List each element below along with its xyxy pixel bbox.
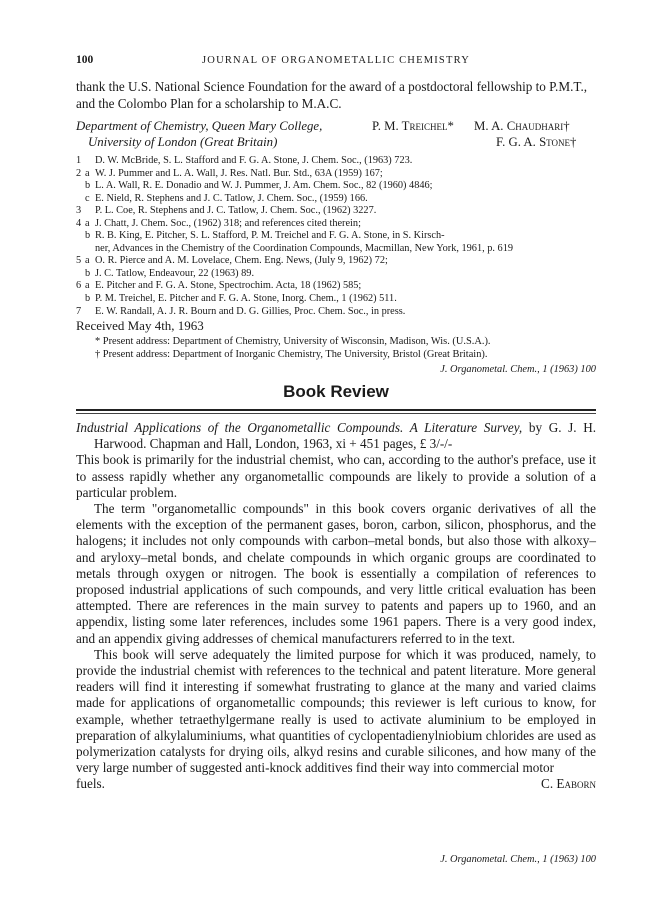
reference-item: 7 E. W. Randall, A. J. R. Bourn and D. G. Gillies, Proc. Chem. Soc., in press. bbox=[76, 305, 406, 317]
review-paragraph: This book is primarily for the industrial chemist, who can, according to the author's preface, use it to assess rapidly whether any organometallic compounds are likely to provide a solution of a particular problem. bbox=[76, 452, 596, 500]
section-rule bbox=[76, 409, 596, 411]
review-paragraph: This book will serve adequately the limited purpose for which it was produced, namely, to provide the industrial chemist with references to the technical and patent literature. More general readers will find it interesting if somewhat frustrating to glance at the many and varied claims made for applications of organometallic compounds; this reviewer is left curious to know, for example, whether tetraethylgermane really is used to activate aluminium to be employed in preparation of alkylaluminiums, what quantities of cyclopentadienylniobium chlorides are used as polymerization catalysts for drying oils, alkyd resins and curable silicones, and how many of the very large number of suggested anti-knock additives find their way into commercial motor bbox=[76, 646, 596, 776]
reference-item-continuation: ner, Advances in the Chemistry of the Coordination Compounds, Macmillan, New York, 1961, p. 619 bbox=[95, 242, 513, 254]
book-title: Industrial Applications of the Organometallic Compounds. A Literature Survey, bbox=[76, 420, 523, 435]
page-number: 100 bbox=[76, 54, 94, 66]
journal-citation-footer: J. Organometal. Chem., 1 (1963) 100 bbox=[440, 854, 596, 865]
reviewer-signature: C. Eaborn bbox=[541, 776, 596, 792]
book-review-body bbox=[76, 420, 596, 792]
department-line-2: University of London (Great Britain) bbox=[88, 135, 278, 149]
reference-list bbox=[76, 155, 606, 318]
journal-citation: J. Organometal. Chem., 1 (1963) 100 bbox=[440, 364, 596, 375]
department-line-1: Department of Chemistry, Queen Mary College, bbox=[76, 119, 323, 133]
reference-item: b P. M. Treichel, E. Pitcher and F. G. A. Stone, Inorg. Chem., 1 (1962) 511. bbox=[85, 293, 397, 305]
author-stone: F. G. A. Stone† bbox=[496, 135, 577, 149]
reference-item: b L. A. Wall, R. E. Donadio and W. J. Pummer, J. Am. Chem. Soc., 82 (1960) 4846; bbox=[85, 180, 433, 192]
footnotes bbox=[95, 335, 600, 361]
reference-item: b J. C. Tatlow, Endeavour, 22 (1963) 89. bbox=[85, 267, 255, 279]
signature-row bbox=[76, 776, 596, 792]
received-date: Received May 4th, 1963 bbox=[76, 318, 204, 333]
book-citation bbox=[76, 420, 596, 452]
book-by: by bbox=[528, 420, 543, 435]
reference-item: 1 D. W. McBride, S. L. Stafford and F. G. A. Stone, J. Chem. Soc., (1963) 723. bbox=[76, 155, 413, 166]
author-chaudhari: M. A. Chaudhari† bbox=[474, 119, 570, 133]
author-treichel: P. M. Treichel* bbox=[372, 119, 454, 133]
reference-item: 3 P. L. Coe, R. Stephens and J. C. Tatlow, J. Chem. Soc., (1962) 3227. bbox=[76, 205, 377, 217]
footnote: * Present address: Department of Chemistry, University of Wisconsin, Madison, Wis. (U.S.A.). bbox=[95, 336, 491, 347]
book-details: G. J. H. Harwood. Chapman and Hall, London, 1963, xi + 451 pages, £ 3/-/- bbox=[94, 420, 597, 452]
reference-item: 2 a W. J. Pummer and L. A. Wall, J. Res. Natl. Bur. Std., 63A (1959) 167; bbox=[76, 167, 383, 179]
reference-item: 5 a O. R. Pierce and A. M. Lovelace, Chem. Eng. News, (July 9, 1962) 72; bbox=[76, 255, 388, 267]
running-title: JOURNAL OF ORGANOMETALLIC CHEMISTRY bbox=[202, 55, 470, 66]
reference-item: 6 a E. Pitcher and F. G. A. Stone, Spectrochim. Acta, 18 (1962) 585; bbox=[76, 280, 362, 292]
reference-item: 4 a J. Chatt, J. Chem. Soc., (1962) 318; and references cited therein; bbox=[76, 217, 361, 229]
section-title: Book Review bbox=[283, 382, 389, 401]
reference-item: c E. Nield, R. Stephens and J. C. Tatlow, J. Chem. Soc., (1959) 166. bbox=[85, 192, 368, 204]
acknowledgement-text: thank the U.S. National Science Foundation for the award of a postdoctoral fellowship to P.M.T., and the Colombo Plan for a scholarship to M.A.C. bbox=[76, 79, 588, 111]
final-word: fuels. bbox=[76, 776, 105, 792]
footnote: † Present address: Department of Inorganic Chemistry, The University, Bristol (Great Britain). bbox=[95, 349, 488, 360]
review-paragraph: The term "organometallic compounds" in this book covers organic derivatives of all the elements with the exception of the permanent gases, boron, carbon, silicon, phosphorus, and the halogens; it includes not only compounds with carbon–metal bonds, but also those with alkoxy– and aryloxy–metal bonds, and chelate compounds in which organic groups are coordinated to metals through oxygen or nitrogen. The book is essentially a compilation of references to proposed industrial applications of such compounds, and very little critical evaluation has been attempted. There are references in the main survey to patents and papers up to 1960, and an appendix, listing some later references, includes some 1961 papers. There is a very good index, and an appendix giving addresses of chemical manufacturers referred to in the text. bbox=[76, 501, 596, 646]
affiliation-block bbox=[76, 118, 596, 150]
section-rule-thin bbox=[76, 413, 596, 414]
reference-item: b R. B. King, E. Pitcher, S. L. Stafford, P. M. Treichel and F. G. A. Stone, in S. Kirsch- bbox=[85, 230, 445, 242]
